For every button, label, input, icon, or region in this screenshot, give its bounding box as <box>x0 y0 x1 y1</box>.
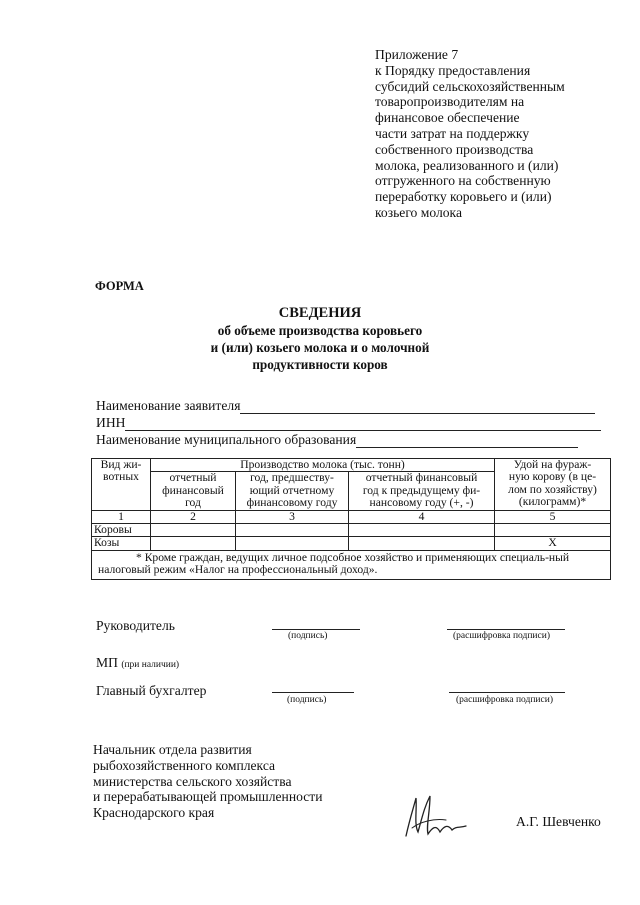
cell[interactable] <box>151 524 236 537</box>
accountant-signature-line[interactable] <box>272 691 354 693</box>
mp-label: МП <box>96 655 118 670</box>
col-header-previous-year <box>236 472 349 510</box>
accountant-decode-caption: (расшифровка подписи) <box>456 695 553 705</box>
municipality-input-line[interactable] <box>356 435 578 448</box>
header-text-line: год <box>185 496 201 510</box>
col-header-production: Производство молока (тыс. тонн) <box>151 459 495 472</box>
cell[interactable] <box>349 537 495 550</box>
cell[interactable] <box>236 524 349 537</box>
title-subtitle <box>0 322 640 373</box>
handwritten-signature <box>400 788 470 843</box>
appendix-line: переработку коровьего и (или) <box>375 189 552 205</box>
appendix-line: Приложение 7 <box>375 47 459 62</box>
municipality-field[interactable] <box>96 432 578 448</box>
header-text-line: ную корову (в це- <box>508 470 597 484</box>
footer-line: рыбохозяйственного комплекса <box>93 757 276 773</box>
applicant-input-line[interactable] <box>240 401 595 414</box>
header-text-line: ющий отчетному <box>249 483 335 497</box>
form-label: ФОРМА <box>95 279 144 293</box>
head-decode-caption: (расшифровка подписи) <box>453 631 550 641</box>
document-title <box>0 305 640 373</box>
appendix-line: собственного производства <box>375 141 534 157</box>
accountant-decode-line[interactable] <box>449 691 565 693</box>
applicant-field[interactable] <box>96 398 595 414</box>
signer-name: А.Г. Шевченко <box>516 814 601 829</box>
title-subtitle-line: об объеме производства коровьего <box>217 323 423 338</box>
appendix-line: части затрат на поддержку <box>375 125 530 141</box>
header-text-line: финансовый <box>162 483 224 497</box>
production-table <box>91 458 610 580</box>
appendix-line: к Порядку предоставления <box>375 62 531 78</box>
header-text-line: год, предшеству- <box>250 471 334 485</box>
appendix-line: козьего молока <box>375 204 462 220</box>
row-label-cows: Коровы <box>92 524 151 537</box>
cell-x-mark: X <box>495 537 611 550</box>
header-text-line: финансовому году <box>246 496 338 510</box>
inn-input-line[interactable] <box>125 418 601 431</box>
col-header-animal <box>92 459 151 511</box>
column-number-row: 1 2 3 4 5 <box>92 510 611 523</box>
appendix-block <box>375 47 620 221</box>
accountant-signature-caption: (подпись) <box>287 695 327 705</box>
head-label: Руководитель <box>96 618 175 633</box>
col-header-reporting-year <box>151 472 236 510</box>
head-signature-caption: (подпись) <box>288 631 328 641</box>
title-main: СВЕДЕНИЯ <box>278 305 362 321</box>
footer-line: министерства сельского хозяйства <box>93 773 292 789</box>
table-row <box>92 524 611 537</box>
row-label-goats: Козы <box>92 537 151 550</box>
header-text-line: вотных <box>103 470 139 484</box>
header-text-line: год к предыдущему фи- <box>362 483 481 497</box>
head-signature-line[interactable] <box>272 628 360 630</box>
cell[interactable] <box>236 537 349 550</box>
inn-field[interactable] <box>96 415 601 431</box>
table-row <box>92 537 611 550</box>
header-text-line: нансовому году (+, -) <box>369 496 474 510</box>
inn-label: ИНН <box>96 415 126 430</box>
title-subtitle-line: продуктивности коров <box>252 357 388 372</box>
header-text-line: лом по хозяйству) <box>508 482 597 496</box>
municipality-label: Наименование муниципального образования <box>96 432 357 447</box>
header-text-line: Удой на фураж- <box>513 458 592 471</box>
footer-position-block <box>93 742 322 821</box>
footer-line: Краснодарского края <box>93 805 215 821</box>
applicant-label: Наименование заявителя <box>96 398 241 413</box>
header-text-line: (килограмм)* <box>518 495 587 509</box>
appendix-line: молока, реализованного и (или) <box>375 157 559 173</box>
appendix-line: товаропроизводителям на <box>375 94 525 110</box>
appendix-line: финансовое обеспечение <box>375 110 520 126</box>
title-subtitle-line: и (или) козьего молока и о молочной <box>210 340 430 355</box>
footer-line: Начальник отдела развития <box>93 742 252 757</box>
mp-stamp-area <box>96 655 179 671</box>
table-footnote: * Кроме граждан, ведущих личное подсобное хозяйство и применяющих специаль-ный налоговый режим «Налог на профессиональный доход». <box>92 550 611 579</box>
footer-line: и перерабатывающей промышленности <box>93 789 323 805</box>
appendix-line: субсидий сельскохозяйственным <box>375 78 565 94</box>
cell[interactable] <box>495 524 611 537</box>
col-header-yield <box>495 459 611 511</box>
cell[interactable] <box>349 524 495 537</box>
appendix-line: отгруженного на собственную <box>375 173 551 189</box>
col-header-difference <box>349 472 495 510</box>
mp-note: (при наличии) <box>121 660 180 670</box>
head-decode-line[interactable] <box>447 628 565 630</box>
accountant-label: Главный бухгалтер <box>96 683 207 698</box>
header-text-line: Вид жи- <box>100 458 142 471</box>
cell[interactable] <box>151 537 236 550</box>
header-text-line: отчетный финансовый <box>365 471 478 485</box>
header-text-line: отчетный <box>169 471 217 485</box>
